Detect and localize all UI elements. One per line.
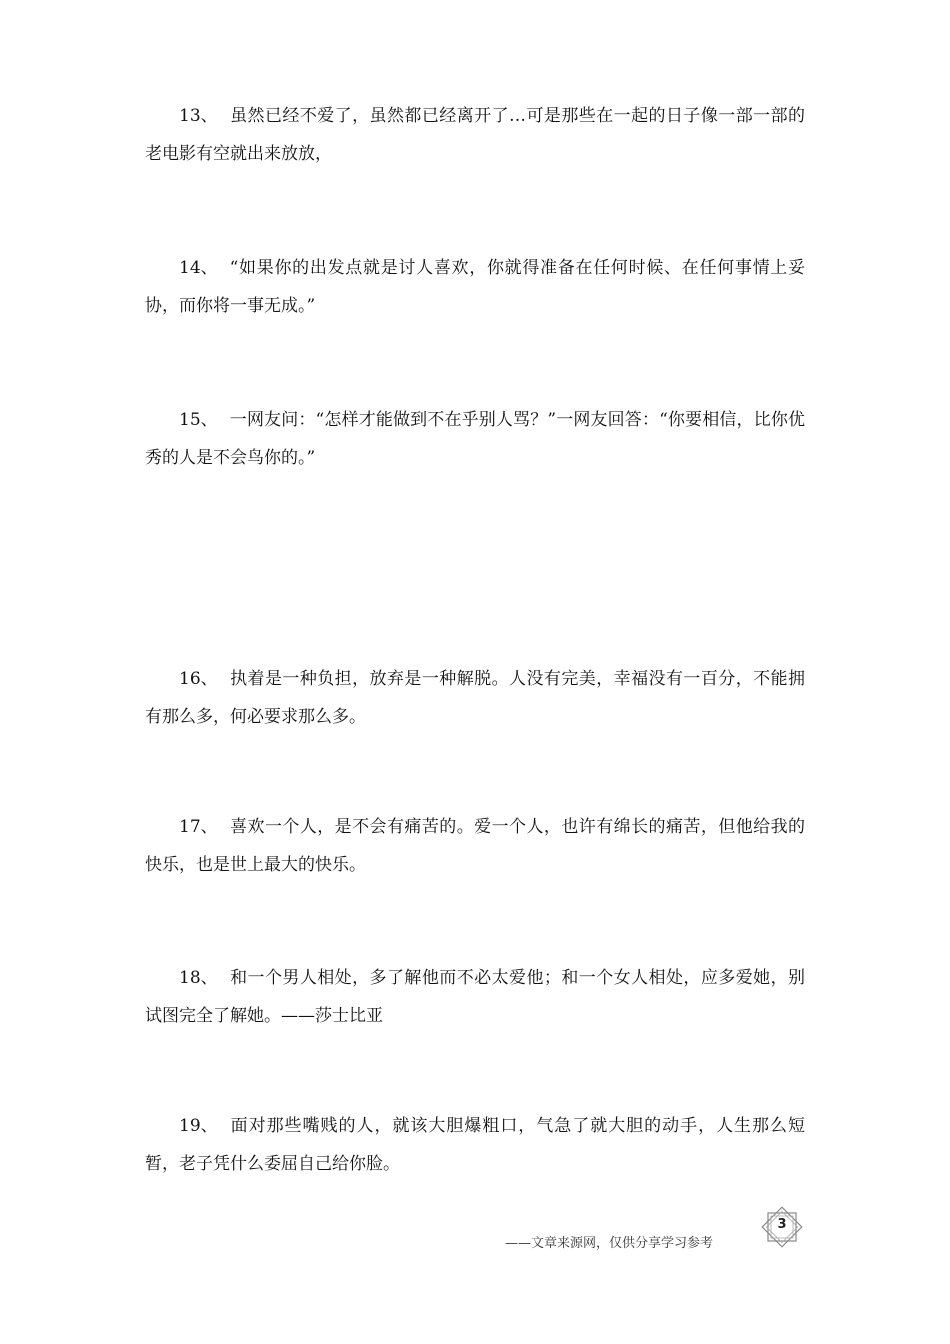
entry-18 — [145, 959, 805, 1035]
entry-number: 13、 — [179, 106, 218, 126]
entry-text: 喜欢一个人，是不会有痛苦的。爱一个人，也许有绵长的痛苦，但他给我的快乐，也是世上最大的快乐。 — [145, 817, 805, 875]
entry-text: 执着是一种负担，放弃是一种解脱。人没有完美，幸福没有一百分，不能拥有那么多，何必要求那么多。 — [145, 669, 805, 727]
entry-number: 16、 — [179, 669, 218, 689]
entry-number: 17、 — [179, 817, 218, 837]
entry-17 — [145, 808, 805, 884]
entry-13 — [145, 97, 805, 173]
page-number: 3 — [777, 1217, 787, 1232]
footer-source-note: ——文章来源网，仅供分享学习参考 — [505, 1236, 714, 1251]
entry-text: 虽然已经不爱了，虽然都已经离开了…可是那些在一起的日子像一部一部的老电影有空就出来放放， — [145, 106, 805, 164]
entry-15 — [145, 401, 805, 477]
page-number-badge — [758, 1203, 806, 1251]
entry-number: 14、 — [179, 258, 218, 278]
entry-14 — [145, 249, 805, 325]
entry-number: 18、 — [179, 968, 218, 988]
entry-text: 和一个男人相处，多了解他而不必太爱他；和一个女人相处，应多爱她，别试图完全了解她。——莎士比亚 — [145, 968, 805, 1026]
entry-number: 15、 — [179, 410, 218, 430]
entry-text: 一网友问：“怎样才能做到不在乎别人骂？”一网友回答：“你要相信，比你优秀的人是不会鸟你的。” — [145, 410, 805, 468]
entry-text: “如果你的出发点就是讨人喜欢，你就得准备在任何时候、在任何事情上妥协，而你将一事无成。” — [145, 258, 805, 316]
entry-number: 19、 — [179, 1116, 218, 1136]
entry-text: 面对那些嘴贱的人，就该大胆爆粗口，气急了就大胆的动手，人生那么短暂，老子凭什么委屈自己给你脸。 — [145, 1116, 805, 1174]
entry-19 — [145, 1107, 805, 1183]
entry-16 — [145, 660, 805, 736]
